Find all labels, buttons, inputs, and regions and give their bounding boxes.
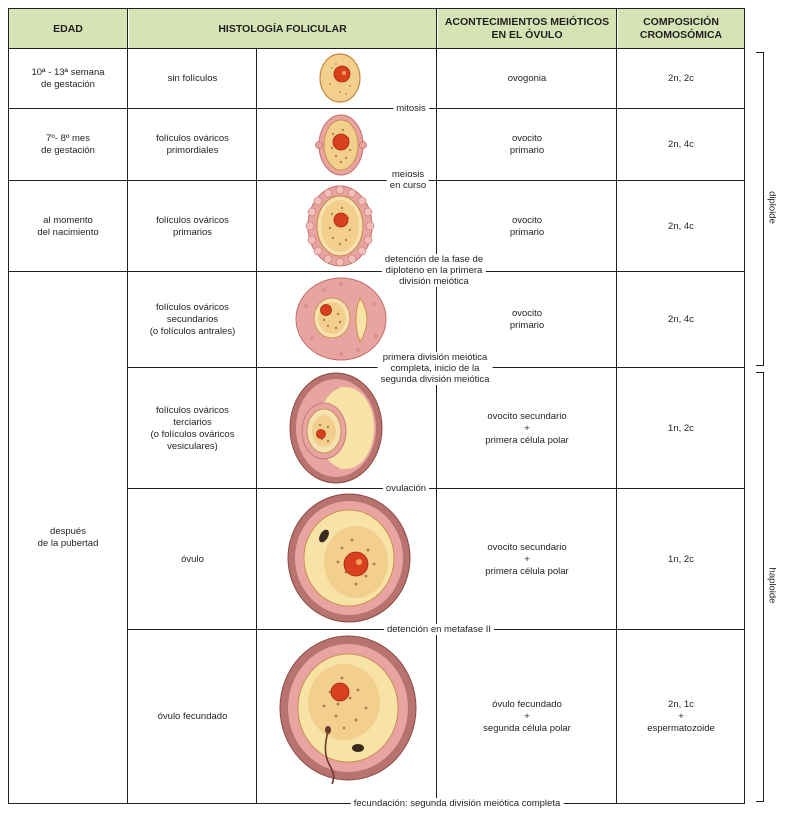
haploide-bracket [756,372,764,802]
secondary-follicle-illustration [294,276,388,362]
header-acontecimientos: ACONTECIMIENTOS MEIÓTICOS EN EL ÓVULO [438,9,616,49]
col-divider [616,8,617,804]
evento-cell: óvulo fecundado + segunda célula polar [483,699,571,734]
ovogonia-illustration [310,50,370,106]
composicion-cell: 1n, 2c [668,553,694,565]
transition-label: fecundación: segunda división meiótica completa [351,798,564,809]
diploide-bracket [756,52,764,366]
ovulo-illustration [286,492,412,624]
histologia-cell: óvulo fecundado [157,711,228,722]
composicion-cell: 2n, 4c [668,314,694,325]
histologia-cell: folículos ováricos terciarios (o folículos ováricos vesiculares) [150,404,235,452]
composicion-cell: 2n, 1c + espermatozoide [647,699,715,734]
edad-cell: 10ª - 13ª semana de gestación [31,67,105,90]
primary-follicle-illustration [306,184,374,268]
transition-label: meiosis en curso [387,169,429,191]
edad-cell: 7º- 8º mes de gestación [41,133,95,156]
histologia-cell: folículos ováricos primarios [156,214,229,238]
tertiary-follicle-illustration [288,371,384,485]
composicion-cell: 2n, 4c [668,139,694,150]
histologia-cell: folículos ováricos secundarios (o folículos antrales) [149,302,236,337]
histologia-cell: sin folículos [167,73,218,84]
header-composicion: COMPOSICIÓN CROMOSÓMICA [618,9,744,49]
col-divider [436,8,437,804]
evento-cell: ovogonia [507,73,547,84]
transition-label: primera división meiótica completa, inicio de la segunda división meiótica [378,352,493,385]
transition-label: mitosis [393,103,429,114]
haploide-label: haploide [766,567,778,604]
header-histologia: HISTOLOGÍA FOLICULAR [129,9,436,49]
composicion-cell: 2n, 2c [668,73,694,84]
primordial-follicle-illustration [308,112,374,178]
row-divider [9,180,745,181]
edad-pubertad-cell: después de la pubertad [37,526,99,549]
evento-cell: ovocito primario [509,308,545,331]
row-divider [9,271,745,272]
evento-cell: ovocito primario [509,214,545,238]
evento-cell: ovocito secundario + primera célula polar [485,541,569,577]
table-border-right [744,8,745,804]
transition-label: detención de la fase de diploteno en la primera división meiótica [382,254,486,287]
header-edad: EDAD [9,9,127,49]
transition-label: detención en metafase II [384,624,494,635]
composicion-cell: 2n, 4c [668,220,694,232]
row-divider [9,108,745,109]
ovulo-fecundado-illustration [278,634,418,784]
diploide-label: diploide [766,191,778,224]
histologia-cell: óvulo [181,553,204,565]
col-divider [256,48,257,804]
evento-cell: ovocito secundario + primera célula polar [485,410,569,446]
histologia-cell: folículos ováricos primordiales [156,133,229,156]
col-divider [127,8,128,804]
evento-cell: ovocito primario [509,133,545,156]
table-border-top [9,8,745,9]
transition-label: ovulación [383,483,429,494]
edad-cell: al momento del nacimiento [37,214,99,238]
header-divider [9,48,745,49]
composicion-cell: 1n, 2c [668,422,694,434]
